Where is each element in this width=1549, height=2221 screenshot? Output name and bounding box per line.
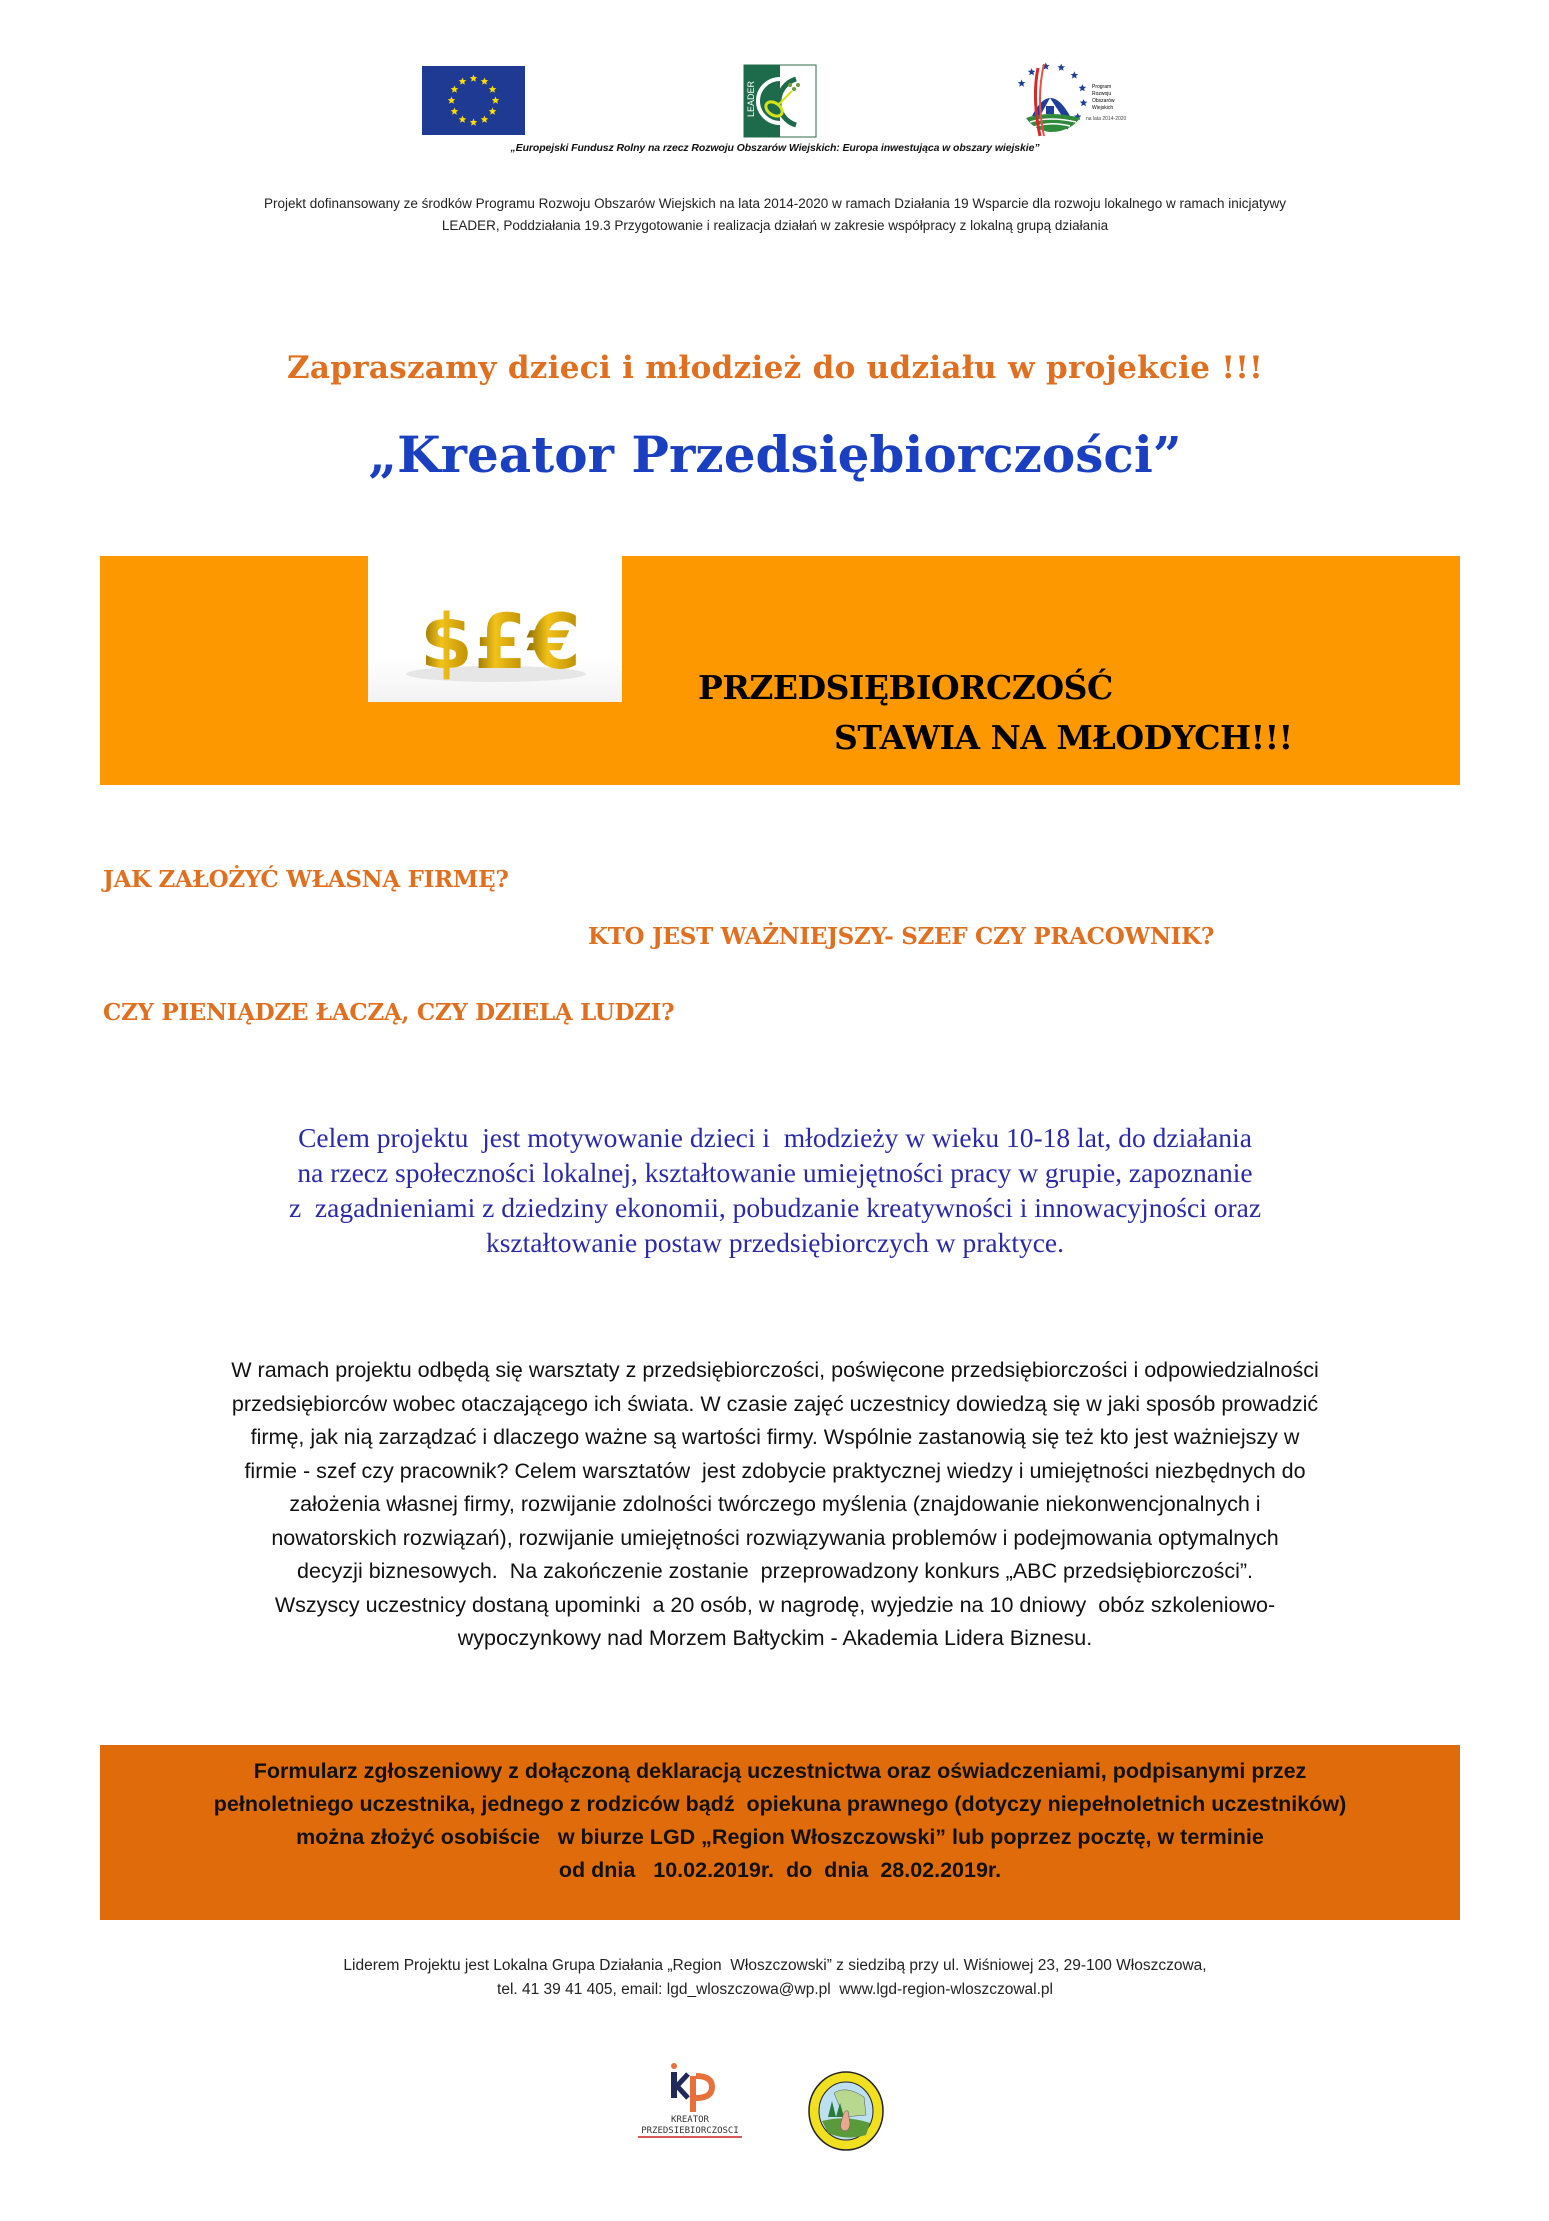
body-line: wypoczynkowy nad Morzem Bałtyckim - Akademia Lidera Biznesu. — [457, 1626, 1093, 1650]
leader-logo — [744, 65, 816, 137]
funding-note — [100, 193, 1450, 237]
body-line: przedsiębiorców wobec otaczającego ich świata. W czasie zajęć uczestnicy dowiedzą się w jaki sposób prowadzić — [231, 1391, 1319, 1416]
lgd-region-wloszczowski-logo — [806, 2071, 886, 2151]
goal-line: na rzecz społeczności lokalnej, kształtowanie umiejętności pracy w grupie, zapoznanie — [297, 1157, 1253, 1188]
banner-slogan-line1: PRZEDSIĘBIORCZOŚĆ — [698, 668, 1113, 707]
info-line: można złożyć osobiście w biurze LGD „Region Włoszczowski” lub poprzez pocztę, w terminie — [296, 1825, 1264, 1849]
project-title: „Kreator Przedsiębiorczości” — [368, 425, 1182, 484]
body-line: Wszyscy uczestnicy dostaną upominki a 20 osób, w nagrodę, wyjedzie na 10 dniowy obóz szkoleniowo- — [274, 1592, 1276, 1617]
body-line: firmie - szef czy pracownik? Celem warsztatów jest zdobycie praktycznej wiedzy i umiejętności niezbędnych do — [244, 1458, 1306, 1483]
footer-line: tel. 41 39 41 405, email: lgd_wloszczowa@wp.pl www.lgd-region-wloszczowal.pl — [497, 1981, 1053, 1998]
question-1: JAK ZAŁOŻYĆ WŁASNĄ FIRMĘ? — [103, 866, 509, 893]
application-info-text — [100, 1755, 1460, 1887]
kp-logo-line1: KREATOR — [671, 2115, 709, 2125]
prow-star-icon — [1079, 84, 1087, 91]
prow-star-icon — [1057, 64, 1065, 71]
prow-star-icon — [1028, 68, 1036, 75]
eu-stars-icon — [422, 66, 525, 135]
currency-symbols-image — [368, 556, 622, 702]
body-line: decyzji biznesowych. Na zakończenie zostanie przeprowadzony konkurs „ABC przedsiębiorczości”. — [297, 1559, 1253, 1583]
info-line: Formularz zgłoszeniowy z dołączoną deklaracją uczestnictwa oraz oświadczeniami, podpisanymi przez — [253, 1759, 1307, 1783]
prow-text-line: Obszarów — [1092, 98, 1115, 104]
workshop-description — [100, 1354, 1450, 1656]
body-line: założenia własnej firmy, rozwijanie zdolności twórczego myślenia (znajdowanie niekonwencjonalnych i — [289, 1492, 1261, 1516]
euro-icon: € — [528, 597, 581, 686]
kp-logo-line2: PRZEDSIEBIORCZOSCI — [641, 2126, 739, 2136]
question-2: KTO JEST WAŻNIEJSZY- SZEF CZY PRACOWNIK? — [588, 923, 1215, 950]
prow-star-icon — [1071, 71, 1079, 78]
prow-text-line: Program — [1092, 84, 1112, 90]
body-line: firmę, jak nią zarządzać i dlaczego ważne są wartości firmy. Wspólnie zastanowią się też kto jest ważniejszy w — [250, 1425, 1300, 1449]
goal-line: Celem projektu jest motywowanie dzieci i młodzieży w wieku 10-18 lat, do działania — [298, 1122, 1252, 1153]
body-line: nowatorskich rozwiązań), rozwijanie umiejętności rozwiązywania problemów i podejmowania optymalnych — [271, 1525, 1279, 1550]
funding-note-line: LEADER, Poddziałania 19.3 Przygotowanie i realizacja działań w zakresie współpracy z lokalną grupą działania — [441, 218, 1109, 233]
prow-logo — [1010, 58, 1127, 140]
kreator-przedsiebiorczosci-logo — [630, 2060, 750, 2142]
question-3: CZY PIENIĄDZE ŁACZĄ, CZY DZIELĄ LUDZI? — [103, 999, 675, 1026]
prow-text-line: Rozwoju — [1092, 91, 1112, 97]
info-line: pełnoletniego uczestnika, jednego z rodziców bądź opiekuna prawnego (dotyczy niepełnoletnich uczestników) — [213, 1792, 1347, 1816]
eafrd-caption: „Europejski Fundusz Rolny na rzecz Rozwoju Obszarów Wiejskich: Europa inwestująca w obszary wiejskie” — [510, 142, 1040, 154]
prow-text-line: na lata 2014-2020 — [1086, 116, 1127, 122]
pound-icon: £ — [474, 597, 527, 686]
goal-line: z zagadnieniami z dziedziny ekonomii, pobudzanie kreatywności i innowacyjności oraz — [288, 1192, 1262, 1223]
goal-paragraph — [100, 1120, 1450, 1260]
dollar-icon: $ — [420, 597, 473, 686]
info-dates-line: od dnia 10.02.2019r. do dnia 28.02.2019r. — [558, 1858, 1002, 1882]
invite-heading: Zapraszamy dzieci i młodzież do udziału w projekcie !!! — [286, 350, 1264, 386]
funding-note-line: Projekt dofinansowany ze środków Programu Rozwoju Obszarów Wiejskich na lata 2014-2020 w ramach Działania 19 Wsparcie dla rozwoju lokalnego w ramach inicjatywy — [264, 196, 1286, 211]
body-line: W ramach projektu odbędą się warsztaty z przedsiębiorczości, poświęcone przedsiębiorczości i odpowiedzialności — [231, 1358, 1319, 1382]
goal-line: kształtowanie postaw przedsiębiorczych w praktyce. — [485, 1227, 1065, 1258]
eu-flag-logo — [422, 66, 525, 135]
banner-slogan-line2: STAWIA NA MŁODYCH!!! — [834, 718, 1293, 757]
prow-star-icon — [1080, 99, 1088, 106]
prow-text-line: Wiejskich — [1092, 105, 1114, 111]
footer-contact — [100, 1954, 1450, 2002]
footer-line: Liderem Projektu jest Lokalna Grupa Działania „Region Włoszczowski” z siedzibą przy ul. Wiśniowej 23, 29-100 Włoszczowa, — [343, 1957, 1207, 1974]
prow-star-icon — [1018, 79, 1026, 86]
leader-vertical-text: LEADER — [746, 80, 756, 117]
